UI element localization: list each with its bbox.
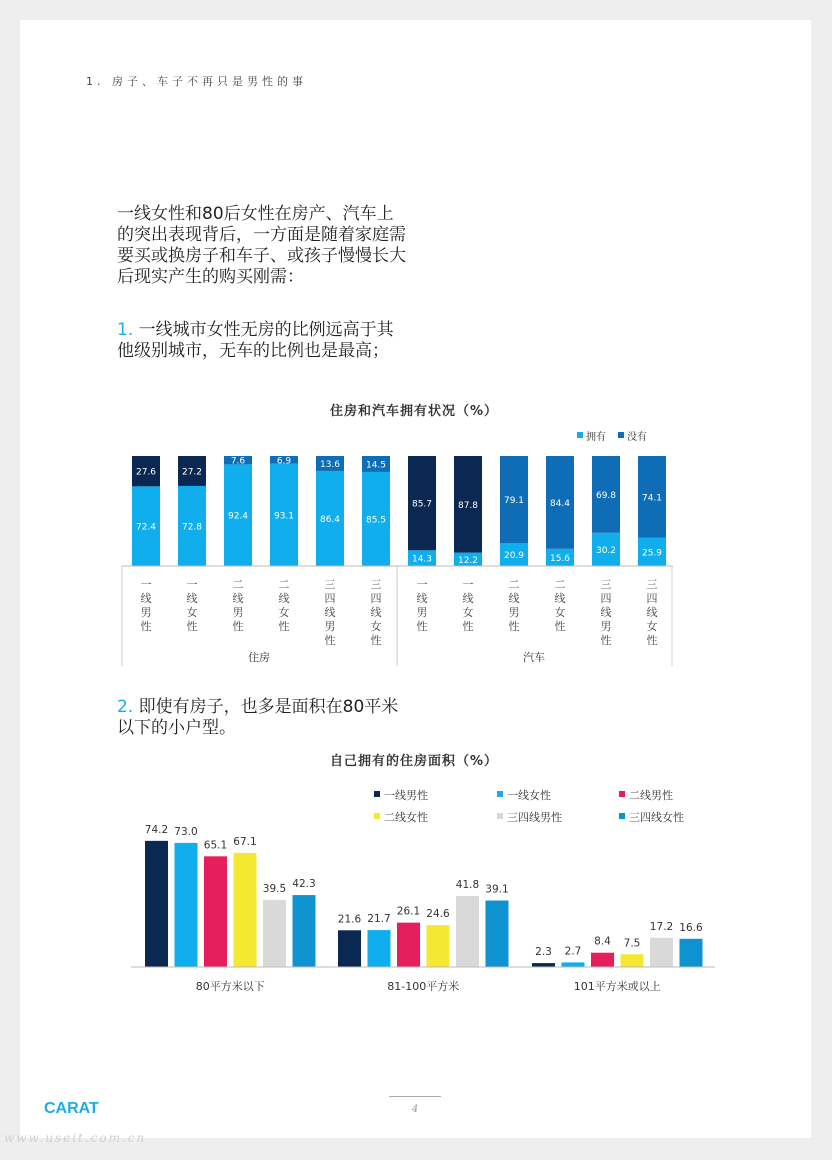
bar-1-0 xyxy=(338,930,361,967)
watermark: www.useit.com.cn xyxy=(4,1131,147,1145)
legend-label-5: 三四线女性 xyxy=(629,811,684,824)
label-own-8: 20.9 xyxy=(503,551,525,562)
label-none-4: 13.6 xyxy=(319,459,341,470)
legend-label-2: 二线男性 xyxy=(629,789,673,802)
label-own-3: 93.1 xyxy=(273,511,295,522)
label-own-10: 30.2 xyxy=(595,545,617,556)
label-own-0: 72.4 xyxy=(135,522,157,533)
bar-0-4 xyxy=(263,900,286,967)
label-own-1: 72.8 xyxy=(181,522,203,533)
value-label-0-2: 65.1 xyxy=(203,839,228,852)
intro-paragraph: 一线女性和80后女性在房产、汽车上的突出表现背后，一方面是随着家庭需要买或换房子和车子、或孩子慢慢长大后现实产生的购买刚需： xyxy=(117,204,406,287)
chart1-title: 住房和汽车拥有状况（%） xyxy=(330,404,499,419)
group-label-housing: 住房 xyxy=(248,651,270,664)
label-own-6: 14.3 xyxy=(411,554,433,565)
label-own-7: 12.2 xyxy=(457,555,479,566)
label-none-3: 6.9 xyxy=(276,456,292,467)
category-label-0: 一线男性 xyxy=(140,578,152,633)
category-label-10: 三四线男性 xyxy=(600,578,612,647)
bar-0-5 xyxy=(293,895,316,967)
bar-1-2 xyxy=(397,923,420,967)
bar-0-3 xyxy=(234,853,257,967)
value-label-1-1: 21.7 xyxy=(367,913,391,926)
label-none-0: 27.6 xyxy=(135,467,157,478)
legend-label-1: 没有 xyxy=(627,432,647,443)
point-2-number: 2. xyxy=(117,697,134,717)
point-1-number: 1. xyxy=(117,320,134,340)
label-none-1: 27.2 xyxy=(181,467,203,478)
bar-2-2 xyxy=(591,953,614,967)
value-label-1-2: 26.1 xyxy=(396,905,421,918)
legend-label-0: 一线男性 xyxy=(384,789,428,802)
label-none-11: 74.1 xyxy=(641,493,663,504)
category-label-2: 101平方米或以上 xyxy=(573,980,661,993)
value-label-2-5: 16.6 xyxy=(679,921,703,934)
value-label-2-2: 8.4 xyxy=(594,935,611,948)
legend-label-3: 二线女性 xyxy=(384,811,428,824)
category-label-8: 二线男性 xyxy=(508,578,520,633)
value-label-0-5: 42.3 xyxy=(292,878,316,891)
category-label-9: 二线女性 xyxy=(554,578,566,633)
category-label-7: 一线女性 xyxy=(462,578,474,633)
category-label-6: 一线男性 xyxy=(416,578,428,633)
category-label-1: 81-100平方米 xyxy=(387,980,460,993)
category-label-1: 一线女性 xyxy=(186,578,198,633)
label-own-5: 85.5 xyxy=(365,515,387,526)
category-label-11: 三四线女性 xyxy=(646,578,658,647)
label-none-10: 69.8 xyxy=(595,490,617,501)
label-own-9: 15.6 xyxy=(549,553,571,564)
category-label-5: 三四线女性 xyxy=(370,578,382,647)
category-label-4: 三四线男性 xyxy=(324,578,336,647)
page-divider xyxy=(389,1096,441,1097)
label-none-2: 7.6 xyxy=(230,456,246,467)
group-label-car: 汽车 xyxy=(523,651,545,664)
value-label-0-4: 39.5 xyxy=(262,882,287,895)
value-label-0-0: 74.2 xyxy=(144,823,169,836)
bar-2-1 xyxy=(562,962,585,967)
bar-1-4 xyxy=(456,896,479,967)
value-label-2-3: 7.5 xyxy=(623,937,641,950)
bar-2-5 xyxy=(680,939,703,967)
value-label-0-1: 73.0 xyxy=(174,825,198,838)
label-none-5: 14.5 xyxy=(365,460,387,471)
label-none-6: 85.7 xyxy=(411,499,433,510)
value-label-1-4: 41.8 xyxy=(455,878,480,891)
value-label-1-5: 39.1 xyxy=(485,883,509,896)
chart2-title: 自己拥有的住房面积（%） xyxy=(330,754,499,769)
bar-2-0 xyxy=(532,963,555,967)
bar-1-1 xyxy=(368,930,391,967)
legend-label-1: 一线女性 xyxy=(507,789,551,802)
legend-swatch-5 xyxy=(619,813,625,819)
section-header: 1. 房子、车子不再只是男性的事 xyxy=(86,75,307,88)
page-number: 4 xyxy=(411,1104,419,1115)
label-own-11: 25.9 xyxy=(641,548,663,559)
category-label-3: 二线女性 xyxy=(278,578,290,633)
value-label-2-0: 2.3 xyxy=(535,946,552,959)
value-label-1-0: 21.6 xyxy=(337,913,362,926)
point-2-text: 即使有房子，也多是面积在80平米以下的小户型。 xyxy=(117,697,399,738)
label-none-8: 79.1 xyxy=(503,496,525,507)
label-own-2: 92.4 xyxy=(227,511,249,522)
legend-swatch-4 xyxy=(497,813,503,819)
legend-swatch-2 xyxy=(619,791,625,797)
legend-label-0: 拥有 xyxy=(586,432,606,443)
category-label-2: 二线男性 xyxy=(232,578,244,633)
carat-logo: CARAT xyxy=(44,1100,99,1117)
bar-1-3 xyxy=(427,925,450,967)
point-1-text: 一线城市女性无房的比例远高于其他级别城市，无车的比例也是最高； xyxy=(117,320,394,361)
bar-1-5 xyxy=(486,901,509,967)
label-own-4: 86.4 xyxy=(319,514,341,525)
value-label-2-4: 17.2 xyxy=(649,920,674,933)
bar-2-3 xyxy=(621,954,644,967)
value-label-0-3: 67.1 xyxy=(233,835,257,848)
category-label-0: 80平方米以下 xyxy=(195,980,265,993)
legend-swatch-0 xyxy=(374,791,380,797)
label-none-9: 84.4 xyxy=(549,498,571,509)
bar-0-2 xyxy=(204,856,227,967)
bar-2-4 xyxy=(650,938,673,967)
label-none-7: 87.8 xyxy=(457,500,479,511)
bar-0-1 xyxy=(175,843,198,967)
legend-label-4: 三四线男性 xyxy=(507,811,562,824)
bar-0-0 xyxy=(145,841,168,967)
value-label-2-1: 2.7 xyxy=(564,945,582,958)
legend-swatch-3 xyxy=(374,813,380,819)
legend-swatch-1 xyxy=(497,791,503,797)
value-label-1-3: 24.6 xyxy=(426,908,450,921)
